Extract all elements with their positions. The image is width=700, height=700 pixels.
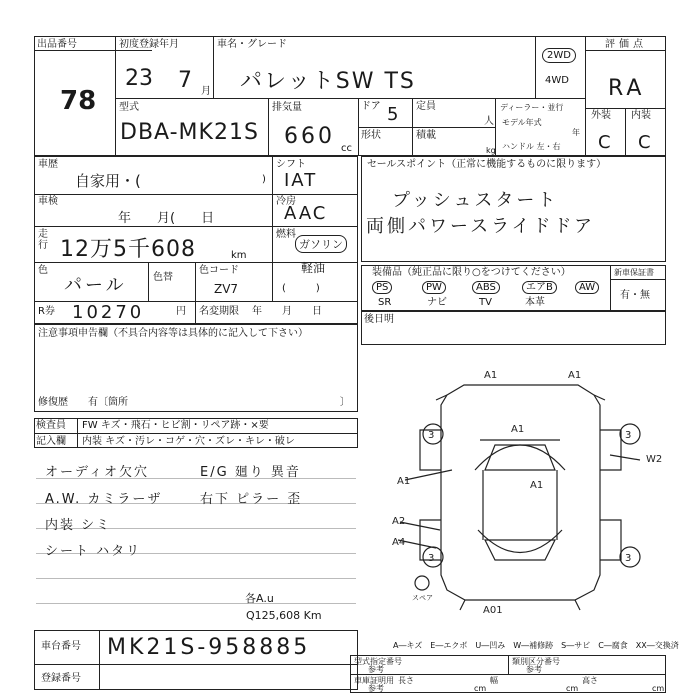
interior-grade: C bbox=[638, 132, 651, 153]
comment-left-4: シート ハタリ bbox=[45, 544, 142, 559]
km-unit: km bbox=[231, 250, 247, 261]
inspection-value: 年 月( 日 bbox=[118, 211, 215, 226]
exterior-label: 外装 bbox=[591, 110, 611, 121]
chassis-label: 車台番号 bbox=[41, 641, 81, 652]
reg-label: 登録番号 bbox=[41, 673, 81, 684]
drive-2wd: 2WD bbox=[542, 48, 576, 63]
rating: RA bbox=[608, 76, 646, 101]
chassis-value: MK21S-958885 bbox=[107, 635, 311, 660]
car-name-label: 車名・グレード bbox=[217, 39, 287, 50]
deadline-label: 名変期限 bbox=[199, 306, 239, 317]
capacity-label: 定員 bbox=[416, 101, 436, 112]
repair-close: 〕 bbox=[340, 397, 350, 408]
equip-sr: SR bbox=[378, 297, 392, 308]
width-unit: cm bbox=[566, 684, 579, 693]
equip-abs: ABS bbox=[472, 281, 500, 294]
repair-label: 修復歴 bbox=[38, 397, 68, 408]
inspection-label: 車検 bbox=[38, 196, 58, 207]
equip-aw: AW bbox=[575, 281, 599, 294]
mark-a1-center: A1 bbox=[530, 480, 544, 491]
length-unit: cm bbox=[474, 684, 487, 693]
mark-a4: A4 bbox=[392, 537, 406, 548]
rear-frame bbox=[361, 311, 666, 345]
yen-unit: 円 bbox=[176, 306, 186, 317]
form-label: 型式指定番号 bbox=[354, 657, 402, 666]
year-unit: 年 bbox=[572, 128, 580, 137]
color-code: ZV7 bbox=[214, 282, 239, 296]
class-label: 類別区分番号 bbox=[512, 657, 560, 666]
comment-left-1: オーディオ欠穴 bbox=[45, 465, 149, 480]
load-label: 積載 bbox=[416, 130, 436, 141]
height-unit: cm bbox=[652, 684, 665, 693]
mark-a1-roof: A1 bbox=[511, 424, 525, 435]
capacity-unit: 人 bbox=[484, 116, 494, 127]
displacement-label: 排気量 bbox=[272, 102, 302, 113]
equip-tv: TV bbox=[479, 297, 492, 308]
dealer-label: ディーラー・並行 bbox=[500, 103, 564, 112]
load-unit: kg bbox=[486, 146, 496, 155]
height-label: 高さ bbox=[582, 676, 598, 685]
doors-label: ドア bbox=[361, 101, 381, 112]
comment-right-1: E/G 廻り 異音 bbox=[200, 465, 301, 480]
class-ref-label: 参考 bbox=[526, 665, 542, 674]
history-label: 車歴 bbox=[38, 159, 58, 170]
chassis-note-1: 各A.u bbox=[245, 592, 274, 605]
comment-left-2: A.W. カミラーザ bbox=[45, 492, 163, 507]
comment-right-2: 右下 ピラー 歪 bbox=[200, 492, 303, 507]
mark-3-fr: 3 bbox=[625, 430, 632, 441]
shape-label: 形状 bbox=[361, 130, 381, 141]
displacement: 660 bbox=[284, 124, 335, 149]
diagram-legend: A―キズ E―エクボ U―凹み W―補修跡 S―サビ C―腐食 XX―交換済 bbox=[393, 641, 679, 650]
mark-a1-top-right: A1 bbox=[568, 370, 582, 381]
new-car-label: 新車保証書 bbox=[614, 268, 654, 277]
mark-a1-top-left: A1 bbox=[484, 370, 498, 381]
repair-value: 有〔箇所 bbox=[88, 397, 128, 408]
equip-leather: 本革 bbox=[525, 297, 545, 308]
first-reg-month: 7 bbox=[178, 68, 192, 93]
fuel-diesel: 軽油 bbox=[301, 261, 326, 275]
month-unit: 月 bbox=[201, 86, 211, 97]
sales-line-1: プッシュスタート bbox=[392, 190, 559, 211]
sales-label: セールスポイント（正常に機能するものに限ります） bbox=[367, 159, 607, 170]
rear-seat-label: 後日明 bbox=[364, 314, 394, 325]
ac-label: 冷房 bbox=[276, 196, 296, 207]
equip-navi: ナビ bbox=[427, 297, 447, 308]
mark-a1-left: A1 bbox=[397, 476, 411, 487]
first-reg-year: 23 bbox=[125, 66, 153, 91]
notes-label: 注意事項申告欄（不具合内容等は具体的に記入して下さい） bbox=[38, 328, 308, 339]
chassis-note-2: Q125,608 Km bbox=[246, 609, 322, 622]
mark-3-rl: 3 bbox=[428, 553, 435, 564]
handle-label: ハンドル 左・右 bbox=[502, 142, 561, 151]
length-label: 長さ bbox=[398, 676, 414, 685]
mark-a1-bottom: A01 bbox=[483, 605, 503, 616]
recycle-value: 10270 bbox=[72, 302, 145, 323]
doors: 5 bbox=[387, 104, 399, 125]
lot-label: 出品番号 bbox=[37, 39, 77, 50]
mark-a2: A2 bbox=[392, 516, 406, 527]
model-label: 型式 bbox=[119, 102, 139, 113]
new-car-value: 有・無 bbox=[620, 290, 650, 301]
history-value: 自家用・( bbox=[75, 172, 141, 190]
lot-number: 78 bbox=[60, 86, 97, 116]
model-code: DBA-MK21S bbox=[120, 120, 259, 145]
exterior-grade: C bbox=[598, 132, 611, 153]
ac-value: AAC bbox=[284, 203, 328, 224]
mark-spare: スペア bbox=[412, 594, 433, 602]
mileage-label: 走行 bbox=[38, 229, 48, 251]
fuel-gas: ガソリン bbox=[295, 235, 347, 253]
comment-left-3: 内装 シミ bbox=[45, 518, 112, 533]
drive-4wd: 4WD bbox=[545, 75, 569, 86]
form-ref-label: 参考 bbox=[368, 665, 384, 674]
color-change-label: 色替 bbox=[153, 272, 173, 283]
rating-label: 評価点 bbox=[605, 39, 647, 50]
inspector-row1-label: 検査員 bbox=[36, 420, 66, 431]
cert-ref-label: 参考 bbox=[368, 684, 384, 693]
sales-line-2: 両側パワースライドドア bbox=[366, 216, 596, 237]
equipment-label: 装備品（純正品に限り○をつけてください） bbox=[372, 267, 571, 278]
inspector-row1-items: FW キズ・飛石・ヒビ割・リペア跡・×要 bbox=[82, 420, 269, 431]
mileage-value: 12万5千608 bbox=[60, 237, 196, 262]
model-year-label: モデル年式 bbox=[502, 118, 542, 127]
fuel-label: 燃料 bbox=[276, 229, 296, 240]
color-value: パール bbox=[64, 275, 127, 296]
first-reg-label: 初度登録年月 bbox=[119, 39, 179, 50]
history-close: ) bbox=[262, 174, 266, 185]
color-code-label: 色コード bbox=[199, 265, 239, 276]
cc-unit: cc bbox=[341, 143, 352, 154]
mark-3-fl: 3 bbox=[428, 430, 435, 441]
shift-value: IAT bbox=[284, 170, 318, 191]
recycle-label: R券 bbox=[38, 306, 55, 317]
equip-pw: PW bbox=[422, 281, 446, 294]
fuel-blank: ( ) bbox=[282, 283, 320, 294]
equip-ps: PS bbox=[372, 281, 392, 294]
width-label: 幅 bbox=[490, 676, 498, 685]
mark-w2: W2 bbox=[646, 454, 663, 465]
equip-airbag: エアB bbox=[522, 281, 557, 294]
inspector-row2-label: 記入欄 bbox=[36, 436, 66, 447]
cert-label: 車庫証明用 bbox=[354, 676, 394, 685]
inspector-row2-items: 内装 キズ・汚レ・コゲ・穴・ズレ・キレ・破レ bbox=[82, 436, 295, 447]
mark-3-rr: 3 bbox=[625, 553, 632, 564]
shift-label: シフト bbox=[276, 159, 306, 170]
car-name: パレットSW TS bbox=[240, 69, 416, 94]
deadline-value: 年 月 日 bbox=[252, 306, 322, 317]
color-label: 色 bbox=[38, 265, 48, 276]
interior-label: 内装 bbox=[631, 110, 651, 121]
